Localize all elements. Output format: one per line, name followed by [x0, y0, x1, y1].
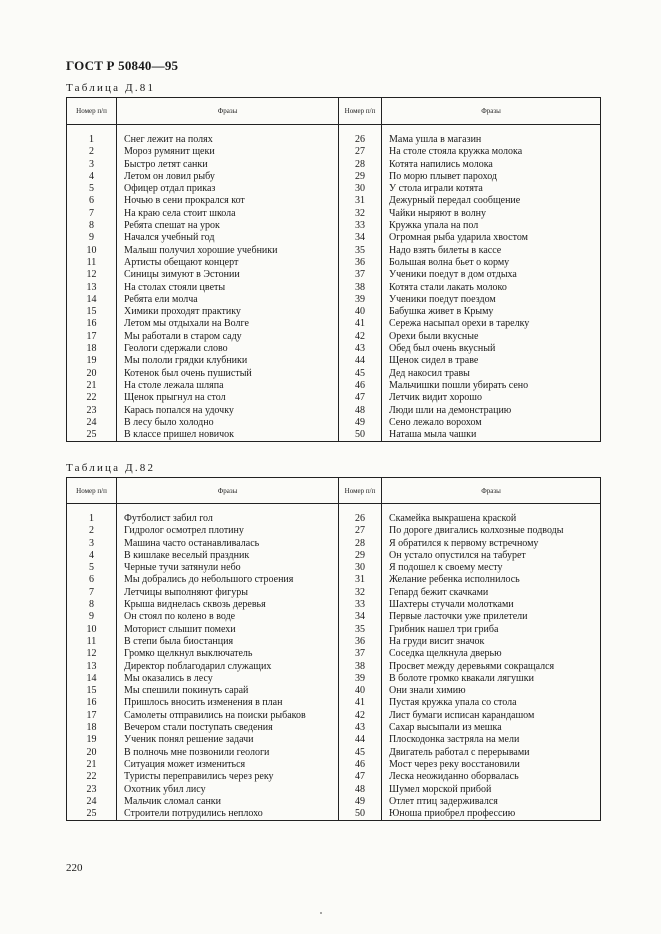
row-number: 17: [67, 710, 117, 722]
row-number: 6: [67, 195, 117, 207]
phrase-cell: Офицер отдал приказ: [117, 183, 339, 195]
row-number: 30: [339, 562, 382, 574]
table-row: [67, 808, 601, 821]
row-number: 25: [67, 808, 117, 821]
table-row: [67, 245, 601, 257]
table-row: [67, 318, 601, 330]
table-row: [67, 183, 601, 195]
row-number: 42: [339, 710, 382, 722]
table-row: [67, 710, 601, 722]
phrase-cell: Соседка щелкнула дверью: [382, 648, 601, 660]
row-number: 36: [339, 636, 382, 648]
phrase-cell: Начался учебный год: [117, 232, 339, 244]
phrase-cell: Просвет между деревьями сокращался: [382, 661, 601, 673]
table-row: [67, 648, 601, 660]
phrase-cell: Первые ласточки уже прилетели: [382, 611, 601, 623]
row-number: 39: [339, 673, 382, 685]
row-number: 46: [339, 380, 382, 392]
phrase-cell: Мы добрались до небольшого строения: [117, 574, 339, 586]
phrase-cell: Дежурный передал сообщение: [382, 195, 601, 207]
table-row: [67, 599, 601, 611]
phrase-cell: В кишлаке веселый праздник: [117, 550, 339, 562]
column-header-number: Номер п/п: [339, 98, 382, 125]
phrase-cell: У стола играли котята: [382, 183, 601, 195]
table-row: [67, 195, 601, 207]
row-number: 45: [339, 368, 382, 380]
phrase-cell: Они знали химию: [382, 685, 601, 697]
phrase-cell: Щенок прыгнул на стол: [117, 392, 339, 404]
table-row: [67, 722, 601, 734]
phrases-table: [66, 477, 601, 821]
phrase-cell: Гепард бежит скачками: [382, 587, 601, 599]
row-number: 20: [67, 368, 117, 380]
row-number: 8: [67, 599, 117, 611]
row-number: 46: [339, 759, 382, 771]
row-number: 28: [339, 538, 382, 550]
row-number: 37: [339, 269, 382, 281]
row-number: 26: [339, 134, 382, 146]
table-row: [67, 282, 601, 294]
phrase-cell: Ученики поедут поездом: [382, 294, 601, 306]
phrase-cell: Котята стали лакать молоко: [382, 282, 601, 294]
phrase-cell: На столах стояли цветы: [117, 282, 339, 294]
row-number: 40: [339, 685, 382, 697]
row-number: 34: [339, 611, 382, 623]
row-number: 18: [67, 722, 117, 734]
row-number: 21: [67, 380, 117, 392]
phrase-cell: Артисты обещают концерт: [117, 257, 339, 269]
row-number: 1: [67, 513, 117, 525]
table-row: [67, 134, 601, 146]
phrase-cell: Мама ушла в магазин: [382, 134, 601, 146]
row-number: 49: [339, 417, 382, 429]
row-number: 18: [67, 343, 117, 355]
phrase-cell: Ученики поедут в дом отдыха: [382, 269, 601, 281]
column-header-phrases: Фразы: [382, 98, 601, 125]
table-spacer-row: [67, 504, 601, 514]
phrase-cell: На груди висит значок: [382, 636, 601, 648]
table-row: [67, 405, 601, 417]
row-number: 5: [67, 183, 117, 195]
table-row: [67, 257, 601, 269]
phrase-cell: Снег лежит на полях: [117, 134, 339, 146]
phrase-cell: Люди шли на демонстрацию: [382, 405, 601, 417]
row-number: 34: [339, 232, 382, 244]
row-number: 13: [67, 282, 117, 294]
table-row: [67, 294, 601, 306]
row-number: 31: [339, 195, 382, 207]
phrase-cell: Шахтеры стучали молотками: [382, 599, 601, 611]
table-row: [67, 673, 601, 685]
row-number: 43: [339, 343, 382, 355]
table-row: [67, 417, 601, 429]
row-number: 3: [67, 538, 117, 550]
row-number: 14: [67, 294, 117, 306]
column-header-number: Номер п/п: [339, 478, 382, 504]
row-number: 39: [339, 294, 382, 306]
phrase-cell: Синицы зимуют в Эстонии: [117, 269, 339, 281]
phrase-cell: Охотник убил лису: [117, 784, 339, 796]
phrase-cell: Ученик понял решение задачи: [117, 734, 339, 746]
phrase-cell: Мальчик сломал санки: [117, 796, 339, 808]
phrase-cell: Бабушка живет в Крыму: [382, 306, 601, 318]
row-number: 17: [67, 331, 117, 343]
row-number: 38: [339, 282, 382, 294]
table-row: [67, 331, 601, 343]
row-number: 25: [67, 429, 117, 442]
row-number: 3: [67, 159, 117, 171]
table-row: [67, 343, 601, 355]
table-row: [67, 146, 601, 158]
row-number: 22: [67, 771, 117, 783]
phrase-cell: Ночью в сени прокрался кот: [117, 195, 339, 207]
page-number: 220: [66, 862, 83, 874]
phrase-cell: Кружка упала на пол: [382, 220, 601, 232]
row-number: 11: [67, 636, 117, 648]
phrase-cell: В лесу было холодно: [117, 417, 339, 429]
table-row: [67, 574, 601, 586]
row-number: 23: [67, 784, 117, 796]
phrase-cell: Орехи были вкусные: [382, 331, 601, 343]
row-number: 41: [339, 697, 382, 709]
phrase-cell: Геологи сдержали слово: [117, 343, 339, 355]
phrase-cell: Сено лежало ворохом: [382, 417, 601, 429]
row-number: 5: [67, 562, 117, 574]
phrase-cell: Грибник нашел три гриба: [382, 624, 601, 636]
phrase-cell: Дед накосил травы: [382, 368, 601, 380]
phrase-cell: По морю плывет пароход: [382, 171, 601, 183]
phrase-cell: Я обратился к первому встречному: [382, 538, 601, 550]
phrase-cell: Строители потрудились неплохо: [117, 808, 339, 821]
phrase-cell: Сахар высыпали из мешка: [382, 722, 601, 734]
row-number: 27: [339, 525, 382, 537]
phrase-cell: Щенок сидел в траве: [382, 355, 601, 367]
phrases-table: [66, 97, 601, 442]
table-row: [67, 269, 601, 281]
phrase-cell: Ребята спешат на урок: [117, 220, 339, 232]
table-row: [67, 587, 601, 599]
table-row: [67, 513, 601, 525]
column-header-phrases: Фразы: [117, 478, 339, 504]
phrase-cell: Ребята ели молча: [117, 294, 339, 306]
row-number: 13: [67, 661, 117, 673]
phrase-cell: Надо взять билеты в кассе: [382, 245, 601, 257]
table-row: [67, 355, 601, 367]
row-number: 43: [339, 722, 382, 734]
table-caption: Таблица Д.81: [66, 82, 156, 94]
table-caption: Таблица Д.82: [66, 462, 156, 474]
row-number: 23: [67, 405, 117, 417]
table-row: [67, 171, 601, 183]
document-header: ГОСТ Р 50840—95: [66, 58, 179, 73]
row-number: 9: [67, 611, 117, 623]
row-number: 16: [67, 697, 117, 709]
phrase-cell: В болоте громко квакали лягушки: [382, 673, 601, 685]
column-header-number: Номер п/п: [67, 478, 117, 504]
row-number: 11: [67, 257, 117, 269]
table-row: [67, 685, 601, 697]
table-row: [67, 611, 601, 623]
phrase-cell: Мост через реку восстановили: [382, 759, 601, 771]
row-number: 49: [339, 796, 382, 808]
phrase-cell: Лист бумаги исписан карандашом: [382, 710, 601, 722]
column-header-phrases: Фразы: [117, 98, 339, 125]
phrase-cell: Мы спешили покинуть сарай: [117, 685, 339, 697]
phrase-cell: Летом мы отдыхали на Волге: [117, 318, 339, 330]
phrase-cell: Мы оказались в лесу: [117, 673, 339, 685]
phrase-cell: В полночь мне позвонили геологи: [117, 747, 339, 759]
phrase-cell: Котята напились молока: [382, 159, 601, 171]
phrase-cell: Химики проходят практику: [117, 306, 339, 318]
phrase-cell: Шумел морской прибой: [382, 784, 601, 796]
phrase-cell: По дороге двигались колхозные подводы: [382, 525, 601, 537]
row-number: 33: [339, 599, 382, 611]
row-number: 24: [67, 796, 117, 808]
row-number: 15: [67, 685, 117, 697]
phrase-cell: Чайки ныряют в волну: [382, 208, 601, 220]
row-number: 16: [67, 318, 117, 330]
row-number: 10: [67, 245, 117, 257]
phrase-cell: Вечером стали поступать сведения: [117, 722, 339, 734]
phrase-cell: Мороз румянит щеки: [117, 146, 339, 158]
phrase-cell: Скамейка выкрашена краской: [382, 513, 601, 525]
row-number: 44: [339, 734, 382, 746]
phrase-cell: Желание ребенка исполнилось: [382, 574, 601, 586]
phrase-cell: Юноша приобрел профессию: [382, 808, 601, 821]
row-number: 38: [339, 661, 382, 673]
row-number: 7: [67, 208, 117, 220]
phrase-cell: Котенок был очень пушистый: [117, 368, 339, 380]
row-number: 9: [67, 232, 117, 244]
row-number: 19: [67, 355, 117, 367]
table-row: [67, 392, 601, 404]
row-number: 19: [67, 734, 117, 746]
row-number: 36: [339, 257, 382, 269]
row-number: 41: [339, 318, 382, 330]
phrase-cell: Ситуация может измениться: [117, 759, 339, 771]
table-row: [67, 208, 601, 220]
phrase-cell: Я подошел к своему месту: [382, 562, 601, 574]
column-header-phrases: Фразы: [382, 478, 601, 504]
phrase-cell: На краю села стоит школа: [117, 208, 339, 220]
row-number: 26: [339, 513, 382, 525]
phrase-cell: Он стоял по колено в воде: [117, 611, 339, 623]
phrase-cell: Гидролог осмотрел плотину: [117, 525, 339, 537]
table-row: [67, 232, 601, 244]
row-number: 2: [67, 525, 117, 537]
table-row: [67, 562, 601, 574]
phrase-cell: Большая волна бьет о корму: [382, 257, 601, 269]
row-number: 1: [67, 134, 117, 146]
table-row: [67, 306, 601, 318]
phrase-cell: Сережа насыпал орехи в тарелку: [382, 318, 601, 330]
row-number: 35: [339, 624, 382, 636]
row-number: 45: [339, 747, 382, 759]
phrase-cell: Мальчишки пошли убирать сено: [382, 380, 601, 392]
phrase-cell: Черные тучи затянули небо: [117, 562, 339, 574]
row-number: 47: [339, 392, 382, 404]
row-number: 12: [67, 648, 117, 660]
row-number: 44: [339, 355, 382, 367]
table-row: [67, 159, 601, 171]
row-number: 50: [339, 429, 382, 442]
table-row: [67, 538, 601, 550]
table-row: [67, 525, 601, 537]
phrase-cell: Крыша виднелась сквозь деревья: [117, 599, 339, 611]
phrase-cell: Летчик видит хорошо: [382, 392, 601, 404]
phrase-cell: В степи была биостанция: [117, 636, 339, 648]
phrase-cell: Наташа мыла чашки: [382, 429, 601, 442]
table-row: [67, 661, 601, 673]
row-number: 7: [67, 587, 117, 599]
phrase-cell: Двигатель работал с перерывами: [382, 747, 601, 759]
phrase-cell: Леска неожиданно оборвалась: [382, 771, 601, 783]
phrase-cell: Огромная рыба ударила хвостом: [382, 232, 601, 244]
row-number: 40: [339, 306, 382, 318]
phrase-cell: Громко щелкнул выключатель: [117, 648, 339, 660]
row-number: 31: [339, 574, 382, 586]
phrase-cell: Пустая кружка упала со стола: [382, 697, 601, 709]
table-row: [67, 784, 601, 796]
row-number: 42: [339, 331, 382, 343]
phrase-cell: Карась попался на удочку: [117, 405, 339, 417]
row-number: 35: [339, 245, 382, 257]
table-row: [67, 429, 601, 442]
row-number: 48: [339, 405, 382, 417]
table-row: [67, 747, 601, 759]
row-number: 28: [339, 159, 382, 171]
phrase-cell: Самолеты отправились на поиски рыбаков: [117, 710, 339, 722]
row-number: 10: [67, 624, 117, 636]
row-number: 33: [339, 220, 382, 232]
row-number: 2: [67, 146, 117, 158]
phrase-cell: Летчицы выполняют фигуры: [117, 587, 339, 599]
phrase-cell: Летом он ловил рыбу: [117, 171, 339, 183]
phrase-cell: В классе пришел новичок: [117, 429, 339, 442]
column-header-number: Номер п/п: [67, 98, 117, 125]
table-row: [67, 624, 601, 636]
row-number: 32: [339, 587, 382, 599]
phrase-cell: Моторист слышит помехи: [117, 624, 339, 636]
table-row: [67, 220, 601, 232]
row-number: 14: [67, 673, 117, 685]
row-number: 48: [339, 784, 382, 796]
row-number: 15: [67, 306, 117, 318]
phrase-cell: Туристы переправились через реку: [117, 771, 339, 783]
table-row: [67, 636, 601, 648]
row-number: 12: [67, 269, 117, 281]
row-number: 50: [339, 808, 382, 821]
row-number: 30: [339, 183, 382, 195]
phrase-cell: Обед был очень вкусный: [382, 343, 601, 355]
table-row: [67, 697, 601, 709]
row-number: 4: [67, 550, 117, 562]
phrase-cell: Пришлось вносить изменения в план: [117, 697, 339, 709]
row-number: 6: [67, 574, 117, 586]
table-row: [67, 771, 601, 783]
row-number: 20: [67, 747, 117, 759]
phrase-cell: Футболист забил гол: [117, 513, 339, 525]
phrase-cell: Директор поблагодарил служащих: [117, 661, 339, 673]
row-number: 32: [339, 208, 382, 220]
table-row: [67, 380, 601, 392]
phrase-cell: Мы пололи грядки клубники: [117, 355, 339, 367]
phrase-cell: Он устало опустился на табурет: [382, 550, 601, 562]
row-number: 22: [67, 392, 117, 404]
row-number: 37: [339, 648, 382, 660]
row-number: 27: [339, 146, 382, 158]
row-number: 8: [67, 220, 117, 232]
phrase-cell: На столе лежала шляпа: [117, 380, 339, 392]
phrase-cell: Отлет птиц задерживался: [382, 796, 601, 808]
table-row: [67, 734, 601, 746]
phrase-cell: Малыш получил хорошие учебники: [117, 245, 339, 257]
row-number: 4: [67, 171, 117, 183]
table-spacer-row: [67, 125, 601, 135]
table-row: [67, 550, 601, 562]
table-row: [67, 796, 601, 808]
table-row: [67, 759, 601, 771]
phrase-cell: Быстро летят санки: [117, 159, 339, 171]
table-row: [67, 368, 601, 380]
row-number: 47: [339, 771, 382, 783]
phrase-cell: Плоскодонка застряла на мели: [382, 734, 601, 746]
row-number: 29: [339, 171, 382, 183]
phrase-cell: Мы работали в старом саду: [117, 331, 339, 343]
row-number: 24: [67, 417, 117, 429]
phrase-cell: Машина часто останавливалась: [117, 538, 339, 550]
phrase-cell: На столе стояла кружка молока: [382, 146, 601, 158]
scan-speck: [320, 912, 322, 914]
row-number: 21: [67, 759, 117, 771]
row-number: 29: [339, 550, 382, 562]
